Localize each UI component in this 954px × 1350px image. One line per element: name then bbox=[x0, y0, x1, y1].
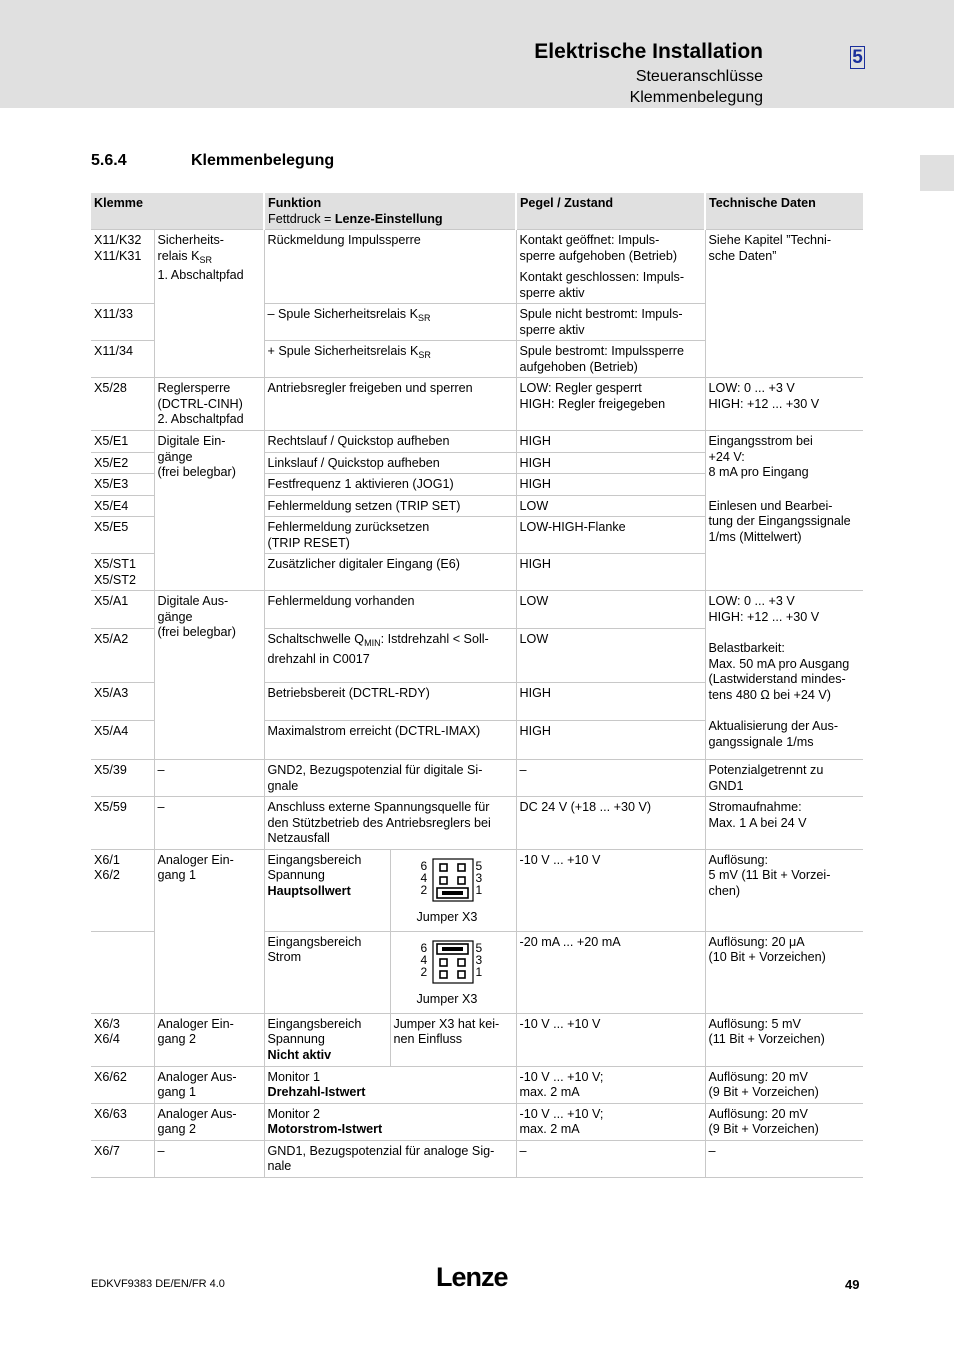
section-number: 5.6.4 bbox=[91, 152, 127, 169]
level-cell: LOW bbox=[516, 629, 705, 683]
function-cell: GND2, Bezugspotenzial für digitale Si- gnale bbox=[264, 760, 516, 797]
level-cell: -10 V ... +10 V bbox=[516, 1013, 705, 1066]
level-cell: LOW bbox=[516, 591, 705, 629]
level-cell: -20 mA ... +20 mA bbox=[516, 931, 705, 1013]
group-cell: – bbox=[154, 797, 264, 850]
terminal-cell: X5/59 bbox=[91, 797, 154, 850]
header-band bbox=[0, 0, 954, 108]
page-title: Elektrische Installation bbox=[534, 40, 763, 63]
section-title: Klemmenbelegung bbox=[191, 152, 335, 169]
function-cell: Festfrequenz 1 aktivieren (JOG1) bbox=[264, 474, 516, 496]
level-cell: Kontakt geöffnet: Impuls- sperre aufgehoben (Betrieb) Kontakt geschlossen: Impuls- sperre aktiv bbox=[516, 230, 705, 304]
level-cell: -10 V ... +10 V; max. 2 mA bbox=[516, 1103, 705, 1140]
function-cell: Fehlermeldung vorhanden bbox=[264, 591, 516, 629]
terminal-cell: X5/A1 bbox=[91, 591, 154, 629]
function-cell: – Spule Sicherheitsrelais $K_{SR}$ bbox=[264, 304, 516, 341]
table-row bbox=[91, 1066, 863, 1103]
group-cell: Digitale Ein- gänge (frei belegbar) bbox=[154, 431, 264, 591]
group-cell: Analoger Aus- gang 1 bbox=[154, 1066, 264, 1103]
function-cell: Betriebsbereit (DCTRL-RDY) bbox=[264, 683, 516, 721]
level-cell: HIGH bbox=[516, 683, 705, 721]
function-cell: Monitor 2 Motorstrom-Istwert bbox=[264, 1103, 516, 1140]
function-cell: Maximalstrom erreicht (DCTRL-IMAX) bbox=[264, 721, 516, 760]
tech-cell: Siehe Kapitel ”Techni- sche Daten” bbox=[705, 230, 863, 378]
table-row bbox=[91, 1140, 863, 1177]
header-technische-daten: Technische Daten bbox=[705, 193, 863, 230]
level-cell: HIGH bbox=[516, 721, 705, 760]
header-pegel: Pegel / Zustand bbox=[516, 193, 705, 230]
jumper-pins-icon bbox=[432, 940, 474, 984]
tech-cell: Stromaufnahme: Max. 1 A bei 24 V bbox=[705, 797, 863, 850]
document-id: EDKVF9383 DE/EN/FR 4.0 bbox=[91, 1278, 225, 1290]
terminal-cell: X5/E5 bbox=[91, 517, 154, 554]
header-klemme: Klemme bbox=[91, 193, 264, 230]
group-cell: – bbox=[154, 760, 264, 797]
terminal-cell: X5/ST1 X5/ST2 bbox=[91, 554, 154, 591]
function-cell: Fehlermeldung zurücksetzen (TRIP RESET) bbox=[264, 517, 516, 554]
function-cell: Linkslauf / Quickstop aufheben bbox=[264, 452, 516, 474]
table-row bbox=[91, 591, 863, 629]
level-cell: – bbox=[516, 760, 705, 797]
function-cell: Eingangsbereich Spannung Hauptsollwert bbox=[264, 849, 390, 931]
level-cell: HIGH bbox=[516, 554, 705, 591]
page-subtitle-1: Steueranschlüsse bbox=[635, 68, 763, 85]
group-cell: Reglersperre (DCTRL-CINH) 2. Abschaltpfad bbox=[154, 378, 264, 431]
terminal-cell: X6/62 bbox=[91, 1066, 154, 1103]
page-number: 49 bbox=[845, 1277, 860, 1292]
table-row bbox=[91, 378, 863, 431]
terminal-cell: X6/63 bbox=[91, 1103, 154, 1140]
function-cell: Anschluss externe Spannungsquelle für den Stützbetrieb des Antriebsreglers bei Netzausfall bbox=[264, 797, 516, 850]
level-cell: HIGH bbox=[516, 431, 705, 453]
group-cell: Digitale Aus- gänge (frei belegbar) bbox=[154, 591, 264, 760]
page-subtitle-2: Klemmenbelegung bbox=[629, 89, 763, 106]
function-cell: Antriebsregler freigeben und sperren bbox=[264, 378, 516, 431]
terminal-cell: X11/34 bbox=[91, 341, 154, 378]
terminal-cell: X5/39 bbox=[91, 760, 154, 797]
level-cell: Spule bestromt: Impulssperre aufgehoben (Betrieb) bbox=[516, 341, 705, 378]
group-cell: Analoger Ein- gang 1 bbox=[154, 849, 264, 1013]
terminal-cell: X5/E3 bbox=[91, 474, 154, 496]
terminal-cell: X5/E1 bbox=[91, 431, 154, 453]
jumper-x3-voltage-diagram: 6 4 2 5 3 1 Jumper X3 bbox=[416, 858, 483, 924]
terminal-assignment-table bbox=[91, 193, 863, 1178]
header-funktion: Funktion Fettdruck = Lenze-Einstellung bbox=[264, 193, 516, 230]
function-cell: Eingangsbereich Spannung Nicht aktiv bbox=[264, 1013, 390, 1066]
table-row bbox=[91, 230, 863, 304]
table-row bbox=[91, 797, 863, 850]
level-cell: -10 V ... +10 V; max. 2 mA bbox=[516, 1066, 705, 1103]
tech-cell: Auflösung: 5 mV (11 Bit + Vorzeichen) bbox=[705, 1013, 863, 1066]
terminal-cell: X6/1 X6/2 bbox=[91, 849, 154, 931]
terminal-cell: X6/3 X6/4 bbox=[91, 1013, 154, 1066]
terminal-cell: X5/28 bbox=[91, 378, 154, 431]
terminal-cell: X6/7 bbox=[91, 1140, 154, 1177]
function-cell: Rechtslauf / Quickstop aufheben bbox=[264, 431, 516, 453]
table-header-row bbox=[91, 193, 863, 230]
table-row bbox=[91, 1103, 863, 1140]
level-cell: HIGH bbox=[516, 474, 705, 496]
tech-cell: Potenzialgetrennt zu GND1 bbox=[705, 760, 863, 797]
group-cell: – bbox=[154, 1140, 264, 1177]
level-cell: Spule nicht bestromt: Impuls- sperre aktiv bbox=[516, 304, 705, 341]
tech-cell: Auflösung: 20 mV (9 Bit + Vorzeichen) bbox=[705, 1103, 863, 1140]
tech-cell: Auflösung: 20 mV (9 Bit + Vorzeichen) bbox=[705, 1066, 863, 1103]
group-cell: Analoger Aus- gang 2 bbox=[154, 1103, 264, 1140]
level-cell: LOW: Regler gesperrt HIGH: Regler freigegeben bbox=[516, 378, 705, 431]
table-row bbox=[91, 760, 863, 797]
group-cell: Sicherheits- relais $K_{SR}$ 1. Abschaltpfad bbox=[154, 230, 264, 378]
level-cell: LOW-HIGH-Flanke bbox=[516, 517, 705, 554]
jumper-pins-icon bbox=[432, 858, 474, 902]
jumper-x3-current-diagram: 6 4 2 5 3 1 Jumper X3 bbox=[416, 940, 483, 1006]
table-row bbox=[91, 849, 863, 931]
terminal-cell: X11/33 bbox=[91, 304, 154, 341]
tech-cell: Auflösung: 5 mV (11 Bit + Vorzei- chen) bbox=[705, 849, 863, 931]
group-cell: Analoger Ein- gang 2 bbox=[154, 1013, 264, 1066]
lenze-logo: Lenze bbox=[436, 1262, 508, 1292]
tech-cell: Auflösung: 20 μA (10 Bit + Vorzeichen) bbox=[705, 931, 863, 1013]
level-cell: DC 24 V (+18 ... +30 V) bbox=[516, 797, 705, 850]
tech-cell: LOW: 0 ... +3 V HIGH: +12 ... +30 V Belastbarkeit: Max. 50 mA pro Ausgang (Lastwiderstand mindes- tens 480 Ω bei +24 V) Aktualisierung der Aus- gangssignale 1/ms bbox=[705, 591, 863, 760]
function-cell: GND1, Bezugspotenzial für analoge Sig- nale bbox=[264, 1140, 516, 1177]
tech-cell: Eingangsstrom bei +24 V: 8 mA pro Eingang Einlesen und Bearbei- tung der Eingangssignale 1/ms (Mittelwert) bbox=[705, 431, 863, 591]
function-cell: Eingangsbereich Strom bbox=[264, 931, 390, 1013]
terminal-cell bbox=[91, 931, 154, 1013]
function-cell: Schaltschwelle $Q_{MIN}$: Istdrehzahl < Soll- drehzahl in C0017 bbox=[264, 629, 516, 683]
function-cell: Rückmeldung Impulssperre bbox=[264, 230, 516, 304]
level-cell: – bbox=[516, 1140, 705, 1177]
terminal-cell: X5/A4 bbox=[91, 721, 154, 760]
function-cell: Fehlermeldung setzen (TRIP SET) bbox=[264, 495, 516, 517]
terminal-cell: X5/A2 bbox=[91, 629, 154, 683]
function-cell: + Spule Sicherheitsrelais $K_{SR}$ bbox=[264, 341, 516, 378]
terminal-cell: X5/E2 bbox=[91, 452, 154, 474]
tech-cell: – bbox=[705, 1140, 863, 1177]
jumper-note-cell: Jumper X3 hat kei- nen Einfluss bbox=[390, 1013, 516, 1066]
level-cell: -10 V ... +10 V bbox=[516, 849, 705, 931]
terminal-cell: X5/A3 bbox=[91, 683, 154, 721]
table-row bbox=[91, 1013, 863, 1066]
jumper-cell bbox=[390, 931, 516, 1013]
function-cell: Monitor 1 Drehzahl-Istwert bbox=[264, 1066, 516, 1103]
side-tab-marker bbox=[920, 155, 954, 191]
function-cell: Zusätzlicher digitaler Eingang (E6) bbox=[264, 554, 516, 591]
terminal-cell: X5/E4 bbox=[91, 495, 154, 517]
level-cell: LOW bbox=[516, 495, 705, 517]
table-row bbox=[91, 431, 863, 453]
jumper-cell bbox=[390, 849, 516, 931]
chapter-number-badge: 5 bbox=[850, 46, 865, 69]
tech-cell: LOW: 0 ... +3 V HIGH: +12 ... +30 V bbox=[705, 378, 863, 431]
level-cell: HIGH bbox=[516, 452, 705, 474]
terminal-cell: X11/K32 X11/K31 bbox=[91, 230, 154, 304]
